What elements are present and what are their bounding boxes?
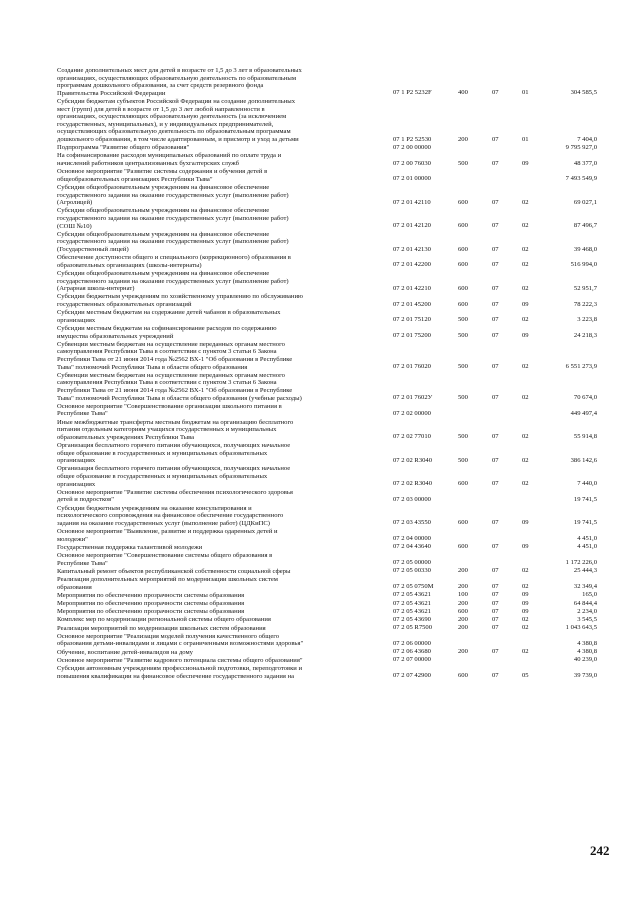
row-code: 07 2 02 00000 xyxy=(393,409,431,417)
row-subsection: 02 xyxy=(522,615,529,623)
row-code: 07 2 02 77010 xyxy=(393,433,431,441)
row-sum: 1 043 643,5 xyxy=(565,624,597,632)
row-expense-type: 200 xyxy=(458,583,468,591)
row-values xyxy=(0,332,639,340)
row-values xyxy=(0,144,639,152)
row-code: 07 2 05 0750M xyxy=(393,583,434,591)
row-subsection: 09 xyxy=(522,591,529,599)
row-sum: 55 914,8 xyxy=(573,433,597,441)
row-sum: 304 585,5 xyxy=(570,89,597,97)
row-sum: 24 218,3 xyxy=(573,332,597,340)
row-name: Подпрограмма "Развитие общего образования" xyxy=(57,144,190,152)
row-section: 07 xyxy=(492,648,499,656)
row-name: Капитальный ремонт объектов республиканской собственности социальной сферы xyxy=(57,567,291,575)
table-row xyxy=(0,168,639,183)
row-sum: 4 451,0 xyxy=(577,535,597,543)
table-row xyxy=(0,633,639,648)
row-name: Организация бесплатного горячего питания обучающихся, получающих начальное общее образование в государственных и муниципальных образовательных организациях xyxy=(57,442,291,465)
row-sum: 25 444,3 xyxy=(573,567,597,575)
row-expense-type: 200 xyxy=(458,599,468,607)
row-subsection: 09 xyxy=(522,159,529,167)
row-expense-type: 200 xyxy=(458,648,468,656)
row-expense-type: 600 xyxy=(458,672,468,680)
row-values xyxy=(0,136,639,144)
row-values xyxy=(0,583,639,591)
row-section: 07 xyxy=(492,583,499,591)
row-values xyxy=(0,672,639,680)
row-section: 07 xyxy=(492,198,499,206)
row-sum: 39 739,0 xyxy=(573,672,597,680)
table-row xyxy=(0,544,639,552)
row-section: 07 xyxy=(492,433,499,441)
table-row xyxy=(0,144,639,152)
table-row xyxy=(0,419,639,442)
row-name: Обучение, воспитание детей-инвалидов на дому xyxy=(57,648,193,656)
table-row xyxy=(0,552,639,567)
row-sum: 3 223,8 xyxy=(577,316,597,324)
row-sum: 9 795 927,0 xyxy=(565,143,597,151)
row-subsection: 05 xyxy=(522,672,529,680)
row-expense-type: 600 xyxy=(458,222,468,230)
row-values xyxy=(0,433,639,441)
row-section: 07 xyxy=(492,519,499,527)
row-name: Обеспечение доступности общего и специального (коррекционного) образования в образовательных организациях (школы-интернаты) xyxy=(57,254,291,269)
row-values xyxy=(0,567,639,575)
row-sum: 3 545,5 xyxy=(577,615,597,623)
row-sum: 69 027,1 xyxy=(573,198,597,206)
row-name: Субсидии местным бюджетам на содержание детей чабанов в образовательных организациях xyxy=(57,309,281,324)
table-row xyxy=(0,616,639,624)
row-code: 07 2 07 42900 xyxy=(393,672,431,680)
row-subsection: 02 xyxy=(522,624,529,632)
table-row xyxy=(0,270,639,293)
row-section: 07 xyxy=(492,394,499,402)
row-subsection: 02 xyxy=(522,433,529,441)
table-row xyxy=(0,309,639,324)
row-values xyxy=(0,410,639,418)
row-subsection: 02 xyxy=(522,222,529,230)
row-section: 07 xyxy=(492,89,499,97)
row-code: 07 2 05 00000 xyxy=(393,559,431,567)
row-code: 07 1 P2 52530 xyxy=(393,135,432,143)
table-row xyxy=(0,372,639,402)
row-name: Организация бесплатного горячего питания обучающихся, получающих начальное общее образование в государственных и муниципальных образовательных организациях xyxy=(57,465,291,488)
row-code: 07 2 06 00000 xyxy=(393,639,431,647)
row-expense-type: 600 xyxy=(458,245,468,253)
row-code: 07 2 05 43690 xyxy=(393,615,431,623)
row-section: 07 xyxy=(492,222,499,230)
row-name: Субсидии бюджетным учреждениям по хозяйственному управлению по обслуживанию государственных образовательных организаций xyxy=(57,293,303,308)
row-name: Субсидии бюджетам субъектов Российской Федерации на создание дополнительных мест (групп) для детей в возрасте от 1,5 до 3 лет любой направленности в организациях, осуществляющих образовательную деятельность (за исключением государственных, муниципальных), и у индивидуальных предпринимателей, осуществляющих образовательную деятельность по образовательным программам дошкольного образования, в том числе адаптированным, и присмотр и уход за детьми xyxy=(57,98,299,143)
row-name: Основное мероприятие "Совершенствование системы общего образования в Республике Тыва" xyxy=(57,552,273,567)
row-code: 07 2 04 43640 xyxy=(393,543,431,551)
table-row xyxy=(0,505,639,528)
row-values xyxy=(0,175,639,183)
row-section: 07 xyxy=(492,615,499,623)
row-subsection: 02 xyxy=(522,316,529,324)
row-values xyxy=(0,543,639,551)
row-name: Создание дополнительных мест для детей в возрасте от 1,5 до 3 лет в образовательных организациях, осуществляющих образовательную деятельность по образовательным программам дошкольного образования, за счет средств резервного фонда Правительства Российской Федерации xyxy=(57,67,302,97)
row-subsection: 02 xyxy=(522,567,529,575)
row-code: 07 2 01 42130 xyxy=(393,245,431,253)
row-subsection: 02 xyxy=(522,480,529,488)
row-code: 07 2 07 00000 xyxy=(393,656,431,664)
row-sum: 7 404,0 xyxy=(577,135,597,143)
row-name: Субсидии местным бюджетам на софинансирование расходов по содержанию имущества образовательных учреждений xyxy=(57,325,277,340)
row-section: 07 xyxy=(492,456,499,464)
row-sum: 4 451,0 xyxy=(577,543,597,551)
table-row xyxy=(0,341,639,371)
table-row xyxy=(0,568,639,576)
table-row xyxy=(0,489,639,504)
row-code: 07 2 05 43621 xyxy=(393,591,431,599)
table-row xyxy=(0,231,639,254)
row-values xyxy=(0,199,639,207)
row-expense-type: 600 xyxy=(458,607,468,615)
row-name: Субсидии бюджетным учреждениям на оказание консультирования и психологического сопровождения на финансовое обеспечение государственного задания на оказание государственных услуг (выполнение работ) (ЦДКиПС) xyxy=(57,504,284,527)
row-values xyxy=(0,496,639,504)
row-name: Мероприятия по обеспечению прозрачности системы образования xyxy=(57,608,245,616)
row-subsection: 01 xyxy=(522,135,529,143)
row-code: 07 2 00 76030 xyxy=(393,159,431,167)
row-sum: 6 551 273,9 xyxy=(565,363,597,371)
row-code: 07 2 03 00000 xyxy=(393,495,431,503)
row-values xyxy=(0,261,639,269)
table-row xyxy=(0,592,639,600)
row-expense-type: 500 xyxy=(458,363,468,371)
row-expense-type: 600 xyxy=(458,300,468,308)
row-code: 07 2 01 75200 xyxy=(393,332,431,340)
row-expense-type: 600 xyxy=(458,198,468,206)
row-expense-type: 600 xyxy=(458,284,468,292)
row-section: 07 xyxy=(492,591,499,599)
row-expense-type: 500 xyxy=(458,332,468,340)
row-values xyxy=(0,222,639,230)
table-row xyxy=(0,325,639,340)
row-values xyxy=(0,608,639,616)
row-subsection: 02 xyxy=(522,648,529,656)
row-sum: 4 380,8 xyxy=(577,639,597,647)
row-values xyxy=(0,89,639,97)
row-name: Основное мероприятие "Развитие системы содержания и обучения детей в общеобразовательных организациях Республики Тыва" xyxy=(57,168,268,183)
row-expense-type: 500 xyxy=(458,316,468,324)
row-code: 07 2 02 R3040 xyxy=(393,480,433,488)
row-code: 07 2 03 43550 xyxy=(393,519,431,527)
row-subsection: 02 xyxy=(522,284,529,292)
row-subsection: 09 xyxy=(522,519,529,527)
row-name: Комплекс мер по модернизации региональной системы общего образования xyxy=(57,616,271,624)
row-name: Основное мероприятие "Развитие системы обеспечения психологического здоровья детей и подростков" xyxy=(57,488,293,504)
row-sum: 48 377,0 xyxy=(573,159,597,167)
row-subsection: 01 xyxy=(522,89,529,97)
row-section: 07 xyxy=(492,363,499,371)
row-section: 07 xyxy=(492,245,499,253)
row-name: Государственная поддержка талантливой молодежи xyxy=(57,543,203,551)
row-section: 07 xyxy=(492,261,499,269)
row-expense-type: 600 xyxy=(458,480,468,488)
row-sum: 32 349,4 xyxy=(573,583,597,591)
row-name: Субсидии общеобразовательным учреждениям на финансовое обеспечение государственного задания на оказание государственных услуг (выполнение работ) (Государственный лицей) xyxy=(57,230,289,253)
row-values xyxy=(0,246,639,254)
row-sum: 70 674,0 xyxy=(573,394,597,402)
row-name: Мероприятия по обеспечению прозрачности системы образования xyxy=(57,600,245,607)
row-values xyxy=(0,600,639,608)
page-number: 242 xyxy=(590,843,610,858)
row-sum: 386 142,6 xyxy=(570,456,597,464)
table-row xyxy=(0,254,639,269)
row-name: Субсидии общеобразовательным учреждениям на финансовое обеспечение государственного задания на оказание государственных услуг (выполнение работ) (СОШ №10) xyxy=(57,207,289,230)
row-expense-type: 100 xyxy=(458,591,468,599)
row-values xyxy=(0,394,639,402)
table-row xyxy=(0,649,639,657)
row-sum: 19 741,5 xyxy=(573,519,597,527)
row-subsection: 09 xyxy=(522,332,529,340)
row-values xyxy=(0,457,639,465)
row-sum: 7 493 549,9 xyxy=(565,175,597,183)
table-row xyxy=(0,657,639,665)
row-section: 07 xyxy=(492,543,499,551)
row-expense-type: 600 xyxy=(458,519,468,527)
table-row xyxy=(0,184,639,207)
table-row xyxy=(0,528,639,543)
row-values xyxy=(0,616,639,624)
row-sum: 64 844,4 xyxy=(573,599,597,607)
row-section: 07 xyxy=(492,607,499,615)
row-values xyxy=(0,285,639,293)
row-expense-type: 200 xyxy=(458,615,468,623)
row-values xyxy=(0,301,639,309)
row-values xyxy=(0,160,639,168)
row-subsection: 09 xyxy=(522,607,529,615)
table-row xyxy=(0,67,639,97)
row-section: 07 xyxy=(492,672,499,680)
table-row xyxy=(0,152,639,167)
row-subsection: 09 xyxy=(522,543,529,551)
row-code: 07 2 01 76020 xyxy=(393,363,431,371)
table-row xyxy=(0,98,639,144)
row-name: Мероприятия по обеспечению прозрачности системы образования xyxy=(57,591,245,599)
row-sum: 2 234,0 xyxy=(577,607,597,615)
row-expense-type: 600 xyxy=(458,261,468,269)
row-subsection: 09 xyxy=(522,300,529,308)
row-sum: 449 497,4 xyxy=(570,409,597,417)
table-row xyxy=(0,608,639,616)
row-code: 07 2 01 45200 xyxy=(393,300,431,308)
row-sum: 7 440,0 xyxy=(577,480,597,488)
row-name: Субсидии автономным учреждениям профессиональной подготовки, переподготовки и повышения квалификации на финансовое обеспечение государственного задания на xyxy=(57,665,303,680)
row-expense-type: 400 xyxy=(458,89,468,97)
row-name: Основное мероприятие "Совершенствование организации школьного питания в Республике Тыва" xyxy=(57,402,282,418)
row-code: 07 2 05 00330 xyxy=(393,567,431,575)
table-row xyxy=(0,293,639,308)
row-values xyxy=(0,559,639,567)
row-name: Реализация дополнительных мероприятий по модернизации школьных систем образования xyxy=(57,576,278,591)
row-values xyxy=(0,316,639,324)
row-code: 07 2 05 43621 xyxy=(393,599,431,607)
row-subsection: 02 xyxy=(522,363,529,371)
table-row xyxy=(0,207,639,230)
row-name: Субвенции местным бюджетам на осуществление переданных органам местного самоуправления Республики Тыва в соответствии с пунктом 3 статьи 6 Закона Республики Тыва от 21 июня 2014 года №2562 ВХ-1 "Об образовании в Республике Тыва" полномочий Республики Тыва в области общего образования (учебные расходы) xyxy=(57,371,302,402)
row-values xyxy=(0,656,639,664)
row-values xyxy=(0,624,639,632)
row-sum: 39 468,0 xyxy=(573,245,597,253)
row-expense-type: 600 xyxy=(458,543,468,551)
row-name: Реализация мероприятий по модернизации школьных систем образования xyxy=(57,624,266,632)
row-subsection: 02 xyxy=(522,456,529,464)
row-name: Субсидии общеобразовательным учреждениям на финансовое обеспечение государственного задания на оказание государственных услуг (выполнение работ) (Агролицей) xyxy=(57,184,289,207)
table-row xyxy=(0,465,639,488)
row-values xyxy=(0,363,639,371)
row-name: Иные межбюджетные трансферты местным бюджетам на организацию бесплатного питания отдельным категориям учащихся государственных и муниципальных образовательных учреждениях Республики Тыва xyxy=(57,418,294,441)
row-sum: 40 239,0 xyxy=(573,656,597,664)
row-sum: 1 172 226,0 xyxy=(565,559,597,567)
row-name: Основное мероприятие "Развитие кадрового потенциала системы общего образования" xyxy=(57,656,303,664)
row-name: На софинансирование расходов муниципальных образований по оплате труда и начислений работников централизованных бухгалтерских служб xyxy=(57,152,282,167)
row-expense-type: 200 xyxy=(458,624,468,632)
row-values xyxy=(0,519,639,527)
row-values xyxy=(0,535,639,543)
row-code: 07 2 05 R7500 xyxy=(393,624,433,632)
row-expense-type: 500 xyxy=(458,394,468,402)
row-values xyxy=(0,591,639,599)
row-code: 07 2 05 43621 xyxy=(393,607,431,615)
row-name: Основное мероприятие "Реализация моделей получения качественного общего образования детьми-инвалидами и лицами с ограниченными возможностями здоровья" xyxy=(57,632,304,648)
table-row xyxy=(0,625,639,633)
row-sum: 516 994,0 xyxy=(570,261,597,269)
row-section: 07 xyxy=(492,159,499,167)
row-name: Субвенции местным бюджетам на осуществление переданных органам местного самоуправления Республики Тыва в соответствии с пунктом 3 статьи 6 Закона Республики Тыва от 21 июня 2014 года №2562 ВХ-1 "Об образовании в Республике Тыва" полномочий Республики Тыва в области общего образования xyxy=(57,340,293,371)
row-values xyxy=(0,640,639,648)
row-name: Основное мероприятие "Выявление, развитие и поддержка одаренных детей и молодежи" xyxy=(57,528,278,543)
row-sum: 165,0 xyxy=(582,591,597,599)
row-subsection: 02 xyxy=(522,394,529,402)
row-expense-type: 200 xyxy=(458,567,468,575)
row-section: 07 xyxy=(492,567,499,575)
row-values xyxy=(0,480,639,488)
row-code: 07 2 00 00000 xyxy=(393,143,431,151)
row-code: 07 2 01 42110 xyxy=(393,198,431,206)
row-code: 07 2 01 42120 xyxy=(393,222,431,230)
row-subsection: 02 xyxy=(522,198,529,206)
table-row xyxy=(0,442,639,465)
row-code: 07 2 02 R3040 xyxy=(393,456,433,464)
row-expense-type: 200 xyxy=(458,135,468,143)
row-name: Субсидии общеобразовательным учреждениям на финансовое обеспечение государственного задания на оказание государственных услуг (выполнение работ) (Аграрная школа-интернат) xyxy=(57,270,289,293)
row-section: 07 xyxy=(492,624,499,632)
table-row xyxy=(0,600,639,608)
row-code: 07 2 01 42210 xyxy=(393,284,431,292)
row-sum: 52 951,7 xyxy=(573,284,597,292)
row-subsection: 02 xyxy=(522,583,529,591)
row-subsection: 02 xyxy=(522,261,529,269)
row-section: 07 xyxy=(492,316,499,324)
table-row xyxy=(0,403,639,418)
row-code: 07 2 06 43680 xyxy=(393,648,431,656)
row-section: 07 xyxy=(492,332,499,340)
row-sum: 19 741,5 xyxy=(573,495,597,503)
row-expense-type: 500 xyxy=(458,159,468,167)
row-code: 07 2 04 00000 xyxy=(393,535,431,543)
row-code: 07 2 01 7602У xyxy=(393,394,433,402)
row-expense-type: 500 xyxy=(458,456,468,464)
row-code: 07 2 01 00000 xyxy=(393,175,431,183)
row-sum: 78 222,3 xyxy=(573,300,597,308)
row-code: 07 2 01 42200 xyxy=(393,261,431,269)
row-section: 07 xyxy=(492,135,499,143)
row-sum: 87 496,7 xyxy=(573,222,597,230)
row-section: 07 xyxy=(492,300,499,308)
row-code: 07 1 P2 5232F xyxy=(393,89,432,97)
row-section: 07 xyxy=(492,480,499,488)
row-subsection: 02 xyxy=(522,245,529,253)
row-values xyxy=(0,648,639,656)
row-section: 07 xyxy=(492,284,499,292)
row-expense-type: 500 xyxy=(458,433,468,441)
row-subsection: 09 xyxy=(522,599,529,607)
row-sum: 4 380,8 xyxy=(577,648,597,656)
row-code: 07 2 01 75120 xyxy=(393,316,431,324)
table-row xyxy=(0,576,639,591)
table-row xyxy=(0,665,639,680)
row-section: 07 xyxy=(492,599,499,607)
